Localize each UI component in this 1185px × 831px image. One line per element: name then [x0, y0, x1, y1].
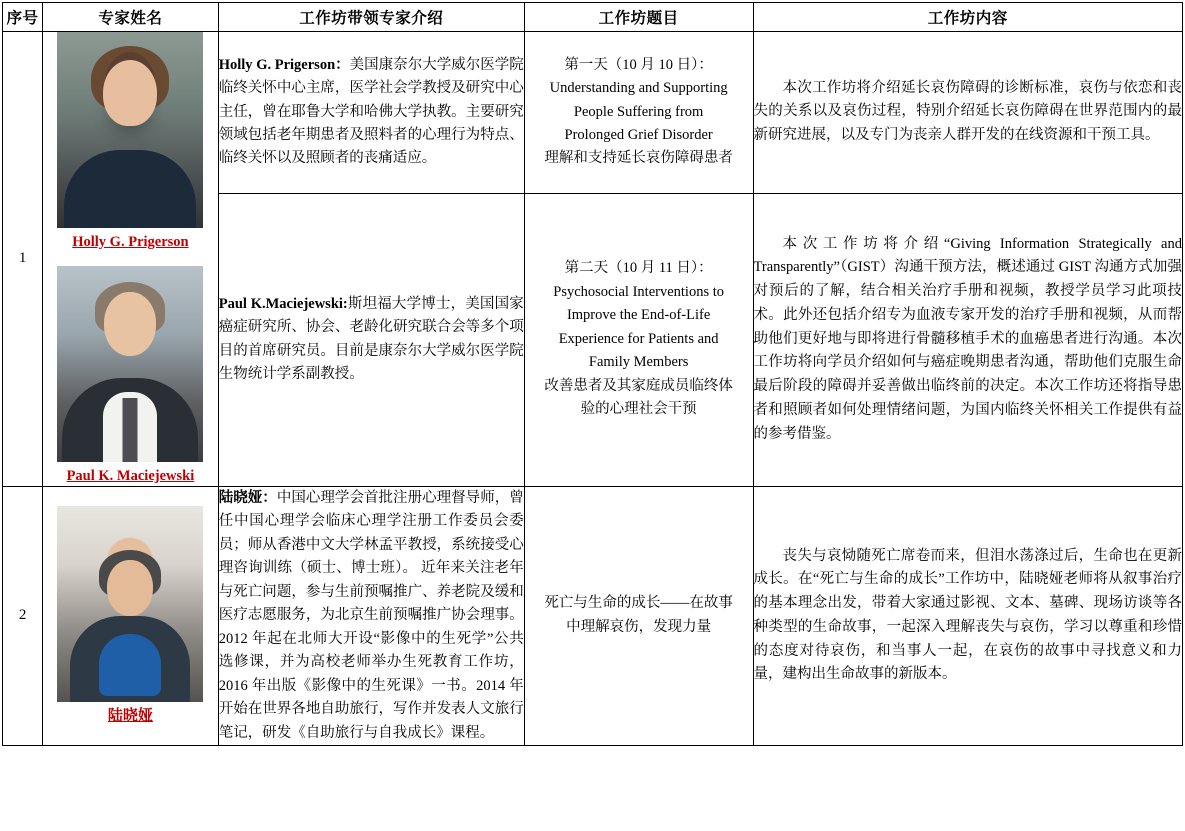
- expert-name-link[interactable]: Holly G. Prigerson: [72, 234, 189, 250]
- topic-line: Understanding and Supporting: [549, 80, 728, 97]
- topic-line: People Suffering from: [573, 103, 704, 120]
- photo-scarf-shape: [99, 634, 161, 696]
- photo-face-shape: [104, 292, 156, 356]
- expert-block-holly: [43, 32, 218, 252]
- topic-line: 死亡与生命的成长——在故事: [544, 595, 733, 612]
- table-header-row: [3, 3, 1183, 32]
- topic-line: Experience for Patients and: [558, 330, 719, 347]
- workshop-content-day2: 本次工作坊将介绍“Giving Information Strategically and Transparently”（GIST）沟通干预方法，概述通过 GIST 沟通方式加强对预后的了解，结合相关治疗手册和视频，教授学员学习此项技术。此外还包括介绍专为血液专家开发的治疗手册和视频，从而帮助他们更好地与即将进行骨髓移植手术的血癌患者进行沟通。本次工作坊将向学员介绍如何与癌症晚期患者沟通，帮助他们克服生命最后阶段的障碍并妥善做出临终前的决定。本次工作坊还将指导患者和照顾者如何处理情绪问题，为国内临终关怀相关工作提供有益的参考借鉴。: [753, 193, 1182, 486]
- row-index: 1: [3, 32, 43, 487]
- expert-name-link[interactable]: Paul K. Maciejewski: [66, 467, 195, 484]
- photo-face-shape: [107, 560, 153, 616]
- workshop-content-day1: 本次工作坊将介绍延长哀伤障碍的诊断标准，哀伤与依恋和丧失的关系以及哀伤过程，特别介绍延长哀伤障碍在世界范围内的最新研究进展，以及专门为丧亲人群开发的在线资源和干预工具。: [753, 32, 1182, 194]
- photo-torso-shape: [64, 150, 196, 228]
- topic-line: Family Members: [588, 354, 689, 371]
- topic-line: 理解和支持延长哀伤障碍患者: [544, 150, 733, 167]
- photo-tie-shape: [123, 398, 138, 462]
- topic-line: 第一天（10 月 10 日）：: [564, 56, 713, 73]
- expert-block-paul: [43, 266, 218, 486]
- header-cell-workshop-content: 工作坊内容: [753, 3, 1182, 32]
- expert-intro-text: Holly G. Prigerson：美国康奈尔大学威尔医学院临终关怀中心主席，医学社会学教授及研究中心主任，曾在耶鲁大学和哈佛大学执教。主要研究领域包括老年期患者及照料者的心理行为特点、临终关怀以及照顾者的丧痛适应。: [218, 56, 524, 167]
- expert-photo-cell: [43, 32, 219, 487]
- lu-xiaoya-photo: [57, 506, 203, 702]
- holly-prigerson-photo: [57, 32, 203, 228]
- expert-intro-text: Paul K.Maciejewski:斯坦福大学博士，美国国家癌症研究所、协会、老龄化研究联合会等多个项目的首席研究员。目前是康奈尔大学威尔医学院生物统计学系副教授。: [218, 295, 524, 383]
- photo-face-shape: [103, 60, 157, 126]
- row-index: 2: [3, 486, 43, 745]
- expert-intro-paul: [218, 193, 524, 486]
- workshop-content-row2: 丧失与哀恸随死亡席卷而来，但泪水荡涤过后，生命也在更新成长。在“死亡与生命的成长”工作坊中，陆晓娅老师将从叙事治疗的基本理念出发，带着大家通过影视、文本、墓碑、现场访谈等各种类型的生命故事，一起深入理解丧失与哀伤，学习以尊重和珍惜的态度对待哀伤，和当事人一起，在哀伤的故事中寻找意义和力量，建构出生命故事的新版本。: [753, 486, 1182, 745]
- topic-line: 中理解哀伤，发现力量: [566, 618, 712, 635]
- expert-photo-cell: [43, 486, 219, 745]
- header-cell-expert-name: 专家姓名: [43, 3, 219, 32]
- workshop-topic-row2: [524, 486, 753, 745]
- expert-name-link[interactable]: 陆晓娅: [107, 707, 153, 724]
- topic-line: 第二天（10 月 11 日）：: [564, 260, 713, 277]
- expert-intro-text: 陆晓娅：中国心理学会首批注册心理督导师，曾任中国心理学会临床心理学注册工作委员会委员；师从香港中文大学林孟平教授，系统接受心理咨询训练（硕士、博士班）。 近年来关注老年与死亡问题，参与生前预嘱推广、养老院及缓和医疗志愿服务，为北京生前预嘱推广协会理事。2012 年起在北师大开设“影像中的生死学”公共选修课，并为高校老师举办生死教育工作坊，2016 年出版《影像中的生死课》一书。2014 年开始在世界各地自助旅行，写作并发表人文旅行笔记，研发《自助旅行与自我成长》课程。: [218, 489, 524, 741]
- topic-line: Improve the End-of-Life: [566, 307, 711, 324]
- header-cell-index: 序号: [3, 3, 43, 32]
- expert-intro-holly: [218, 32, 524, 194]
- expert-block-luxiaoya: [43, 506, 218, 727]
- workshop-topic-day2: [524, 193, 753, 486]
- header-cell-workshop-topic: 工作坊题目: [524, 3, 753, 32]
- topic-line: 验的心理社会干预: [580, 401, 697, 418]
- paul-maciejewski-photo: [57, 266, 203, 462]
- expert-intro-luxiaoya: [218, 486, 524, 745]
- table-row: [3, 486, 1183, 745]
- header-cell-expert-intro: 工作坊带领专家介绍: [218, 3, 524, 32]
- topic-line: 改善患者及其家庭成员临终体: [544, 377, 733, 394]
- topic-line: Psychosocial Interventions to: [553, 283, 725, 300]
- topic-line: Prolonged Grief Disorder: [564, 127, 713, 143]
- workshop-table: [2, 2, 1183, 746]
- table-row: [3, 32, 1183, 194]
- workshop-topic-day1: [524, 32, 753, 194]
- workshop-schedule-document: [0, 2, 1185, 831]
